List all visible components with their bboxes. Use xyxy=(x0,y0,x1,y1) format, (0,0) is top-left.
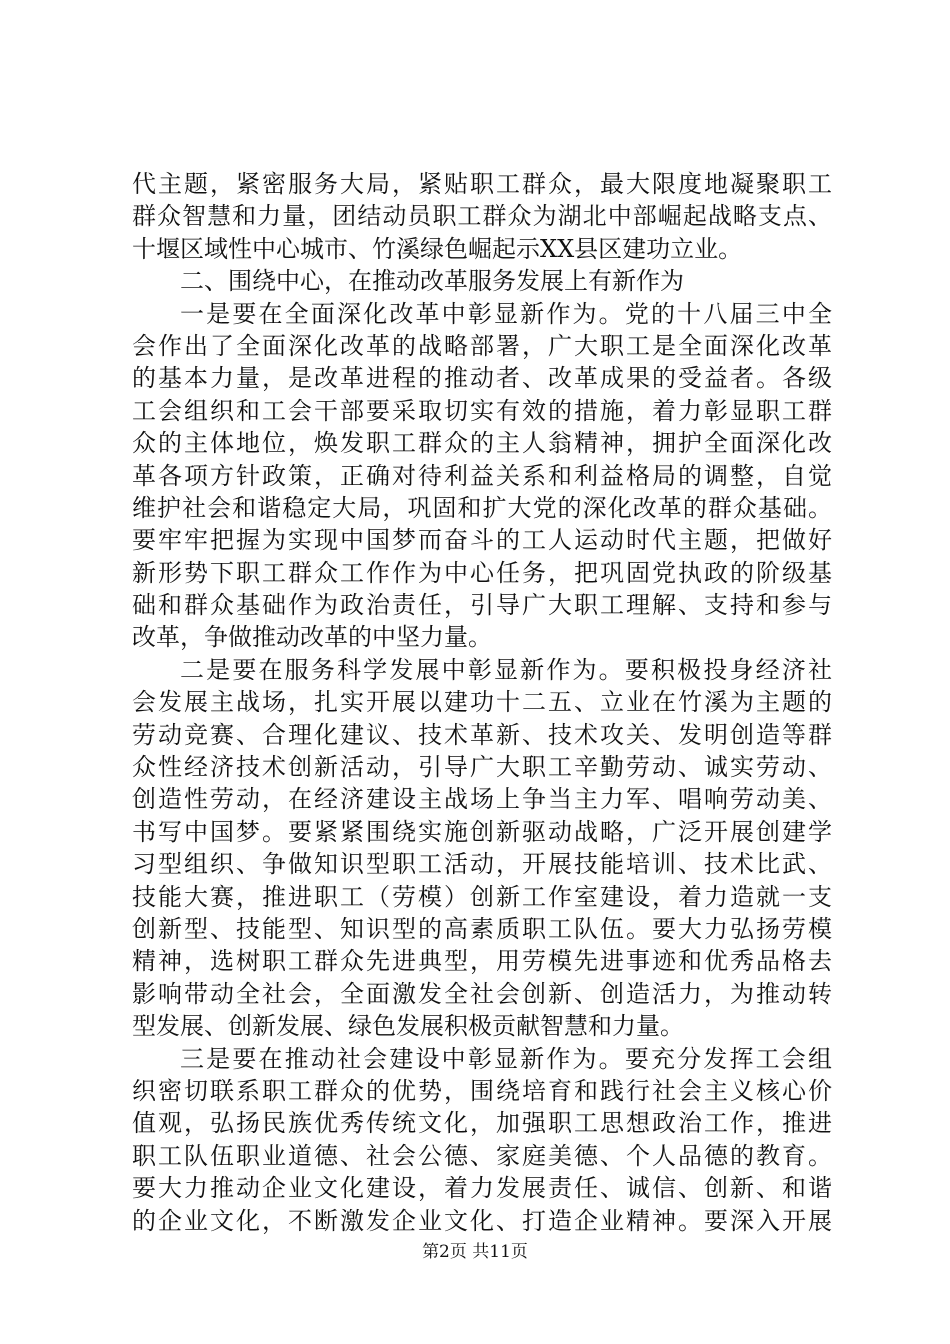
text-line: 众的主体地位，焕发职工群众的主人翁精神，拥护全面深化改 xyxy=(132,429,832,458)
section-heading: 二、围绕中心，在推动改革服务发展上有新作为 xyxy=(180,267,684,296)
text-line: 代主题，紧密服务大局，紧贴职工群众，最大限度地凝聚职工 xyxy=(132,170,832,198)
text-line: 众性经济技术创新活动，引导广大职工辛勤劳动、诚实劳动、 xyxy=(132,753,832,782)
text-line: 群众智慧和力量，团结动员职工群众为湖北中部崛起战略支点、 xyxy=(132,202,832,231)
text-line: 要牢牢把握为实现中国梦而奋斗的工人运动时代主题，把做好 xyxy=(132,526,832,555)
text-line: 革各项方针政策，正确对待利益关系和利益格局的调整，自觉 xyxy=(132,461,832,490)
text-line: 新形势下职工群众工作作为中心任务，把巩固党执政的阶级基 xyxy=(132,558,832,587)
text-line: 影响带动全社会，全面激发全社会创新、创造活力，为推动转 xyxy=(132,979,832,1008)
text-line: 维护社会和谐稳定大局，巩固和扩大党的深化改革的群众基础。 xyxy=(132,493,832,522)
text-line: 职工队伍职业道德、社会公德、家庭美德、个人品德的教育。 xyxy=(132,1141,832,1170)
text-line: 精神，选树职工群众先进典型，用劳模先进事迹和优秀品格去 xyxy=(132,947,832,976)
text-line: 改革，争做推动改革的中坚力量。 xyxy=(132,623,492,652)
text-line: 的企业文化，不断激发企业文化、打造企业精神。要深入开展 xyxy=(132,1206,832,1235)
text-line: 会作出了全面深化改革的战略部署，广大职工是全面深化改革 xyxy=(132,331,832,360)
text-line: 创新型、技能型、知识型的高素质职工队伍。要大力弘扬劳模 xyxy=(132,914,832,943)
text-line: 创造性劳动，在经济建设主战场上争当主力军、唱响劳动美、 xyxy=(132,785,832,814)
text-line: 劳动竞赛、合理化建议、技术革新、技术攻关、发明创造等群 xyxy=(132,720,832,749)
text-line: 三是要在推动社会建设中彰显新作为。要充分发挥工会组 xyxy=(180,1044,832,1073)
text-line: 二是要在服务科学发展中彰显新作为。要积极投身经济社 xyxy=(180,655,832,684)
text-line: 础和群众基础作为政治责任，引导广大职工理解、支持和参与 xyxy=(132,591,832,620)
text-line: 织密切联系职工群众的优势，围绕培育和践行社会主义核心价 xyxy=(132,1076,832,1105)
text-line: 的基本力量，是改革进程的推动者、改革成果的受益者。各级 xyxy=(132,364,832,393)
text-line: 习型组织、争做知识型职工活动，开展技能培训、技术比武、 xyxy=(132,850,832,879)
document-body xyxy=(132,168,832,1237)
text-line: 技能大赛，推进职工（劳模）创新工作室建设，着力造就一支 xyxy=(132,882,832,911)
text-line: 十堰区域性中心城市、竹溪绿色崛起示XX县区建功立业。 xyxy=(132,234,743,263)
text-line: 值观，弘扬民族优秀传统文化，加强职工思想政治工作，推进 xyxy=(132,1109,832,1138)
text-line: 一是要在全面深化改革中彰显新作为。党的十八届三中全 xyxy=(180,299,832,328)
text-line: 书写中国梦。要紧紧围绕实施创新驱动战略，广泛开展创建学 xyxy=(132,817,832,846)
text-line: 要大力推动企业文化建设，着力发展责任、诚信、创新、和谐 xyxy=(132,1174,832,1203)
text-line: 会发展主战场，扎实开展以建功十二五、立业在竹溪为主题的 xyxy=(132,688,832,717)
page-footer: 第2页 共11页 xyxy=(422,1242,528,1262)
text-line: 工会组织和工会干部要采取切实有效的措施，着力彰显职工群 xyxy=(132,396,832,425)
text-line: 型发展、创新发展、绿色发展积极贡献智慧和力量。 xyxy=(132,1012,684,1041)
